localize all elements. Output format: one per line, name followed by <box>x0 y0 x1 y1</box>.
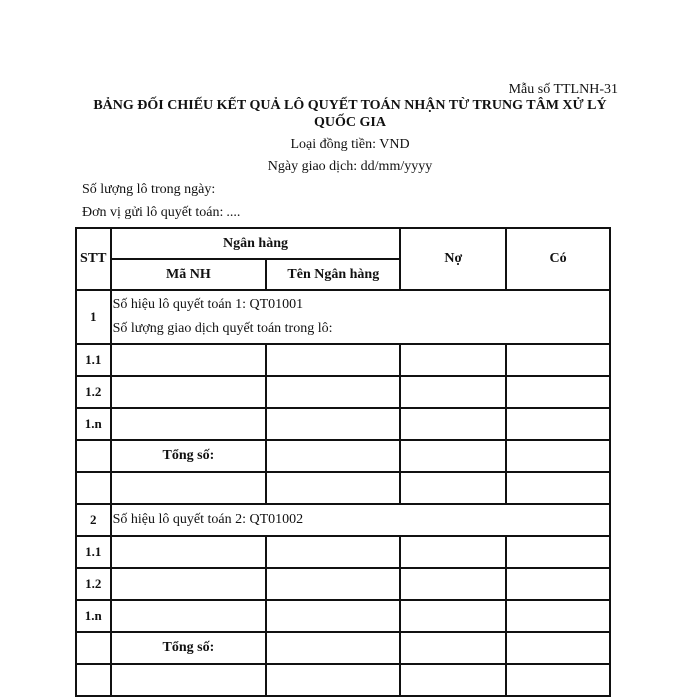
header-bank: Ngân hàng <box>111 228 401 259</box>
bank-code-cell <box>111 568 267 600</box>
total-row <box>76 440 610 472</box>
header-stt: STT <box>76 228 111 290</box>
debit-cell <box>400 376 506 408</box>
debit-cell <box>400 568 506 600</box>
document-title <box>85 97 615 131</box>
credit-cell <box>506 600 610 632</box>
bank-name-cell <box>266 472 400 504</box>
bank-name-cell <box>266 344 400 376</box>
document-title-line-2: QUỐC GIA <box>314 115 386 130</box>
bank-name-cell <box>266 664 400 696</box>
batch-info <box>111 290 610 344</box>
credit-cell <box>506 472 610 504</box>
credit-cell <box>506 408 610 440</box>
bank-name-cell <box>266 536 400 568</box>
credit-cell <box>506 536 610 568</box>
bank-code-cell <box>111 536 267 568</box>
total-label: Tổng số: <box>111 440 267 472</box>
batch-stt: 1 <box>76 290 111 344</box>
row-stt <box>76 632 111 664</box>
batch-count-field <box>82 182 215 198</box>
bank-name-cell <box>266 632 400 664</box>
document-title-line-1: BẢNG ĐỐI CHIẾU KẾT QUẢ LÔ QUYẾT TOÁN NHẬN TỪ TRUNG TÂM XỬ LÝ <box>93 98 607 113</box>
table-row <box>76 376 610 408</box>
bank-name-cell <box>266 568 400 600</box>
row-stt: 1.1 <box>76 344 111 376</box>
debit-cell <box>400 408 506 440</box>
total-row <box>76 632 610 664</box>
row-stt <box>76 440 111 472</box>
batch-id-text: Số hiệu lô quyết toán 1: QT01001 <box>112 297 304 312</box>
credit-cell <box>506 376 610 408</box>
bank-code-cell <box>111 344 267 376</box>
row-stt <box>76 664 111 696</box>
table-row <box>76 536 610 568</box>
batch-header-row <box>76 290 610 344</box>
bank-code-cell <box>111 376 267 408</box>
batch-stt: 2 <box>76 504 111 536</box>
bank-name-cell <box>266 600 400 632</box>
sending-unit-value: .... <box>226 205 241 220</box>
empty-row <box>76 664 610 696</box>
bank-code-cell <box>111 472 267 504</box>
header-bank-code: Mã NH <box>111 259 267 290</box>
row-stt: 1.n <box>76 600 111 632</box>
sending-unit-label: Đơn vị gửi lô quyết toán: <box>82 205 224 220</box>
form-code: Mẫu số TTLNH-31 <box>508 82 618 97</box>
bank-name-cell <box>266 408 400 440</box>
transaction-date-line: Ngày giao dịch: dd/mm/yyyy <box>267 159 433 174</box>
debit-total-cell <box>400 632 506 664</box>
batch-count-label: Số lượng lô trong ngày: <box>82 182 216 197</box>
debit-cell <box>400 344 506 376</box>
table-row <box>76 568 610 600</box>
table-row <box>76 408 610 440</box>
credit-total-cell <box>506 440 610 472</box>
header-credit: Có <box>506 228 610 290</box>
sending-unit-field <box>82 205 240 221</box>
debit-cell <box>400 600 506 632</box>
row-stt: 1.2 <box>76 568 111 600</box>
bank-name-cell <box>266 376 400 408</box>
currency-line: Loại đồng tiền: VND <box>290 137 410 152</box>
total-label: Tổng số: <box>111 632 267 664</box>
header-bank-name: Tên Ngân hàng <box>266 259 400 290</box>
batch-header-row <box>76 504 610 536</box>
bank-code-cell <box>111 408 267 440</box>
debit-total-cell <box>400 440 506 472</box>
batch-info <box>111 504 610 536</box>
row-stt: 1.2 <box>76 376 111 408</box>
bank-code-cell <box>111 664 267 696</box>
table-row <box>76 600 610 632</box>
credit-cell <box>506 664 610 696</box>
debit-cell <box>400 664 506 696</box>
credit-total-cell <box>506 632 610 664</box>
table-row <box>76 344 610 376</box>
batch-transaction-count-text: Số lượng giao dịch quyết toán trong lô: <box>112 321 333 336</box>
reconciliation-table <box>75 227 611 697</box>
debit-cell <box>400 472 506 504</box>
credit-cell <box>506 568 610 600</box>
empty-row <box>76 472 610 504</box>
row-stt: 1.1 <box>76 536 111 568</box>
batch-id-text: Số hiệu lô quyết toán 2: QT01002 <box>112 512 304 527</box>
header-debit: Nợ <box>400 228 506 290</box>
bank-code-cell <box>111 600 267 632</box>
row-stt <box>76 472 111 504</box>
debit-cell <box>400 536 506 568</box>
credit-cell <box>506 344 610 376</box>
row-stt: 1.n <box>76 408 111 440</box>
bank-name-cell <box>266 440 400 472</box>
